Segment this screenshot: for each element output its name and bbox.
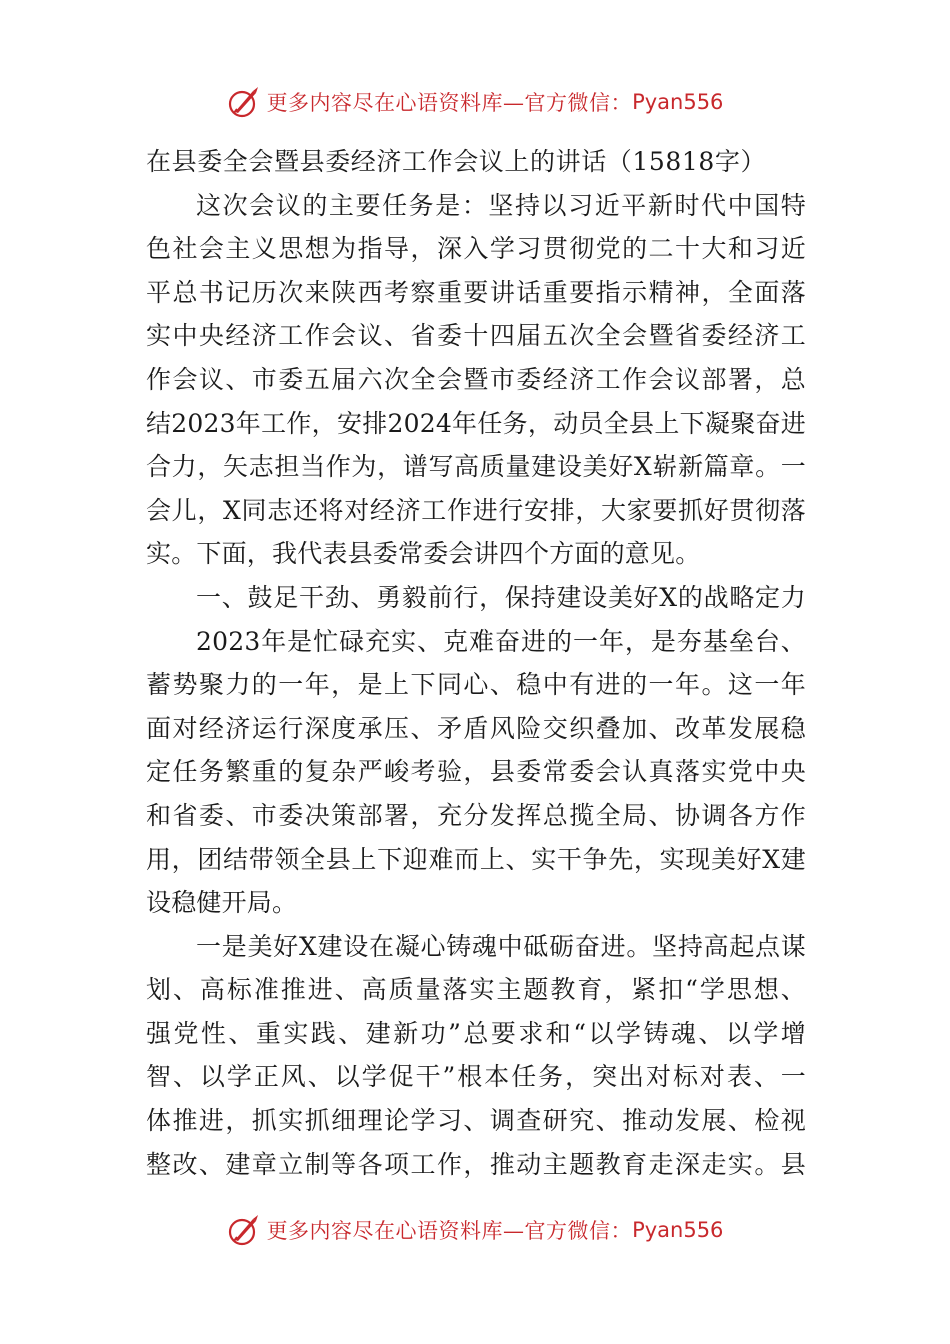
watermark-wechat-id: Pyan556 <box>632 90 724 114</box>
document-title: 在县委全会暨县委经济工作会议上的讲话（15818字） <box>146 147 767 176</box>
watermark-wechat-id: Pyan556 <box>632 1218 724 1242</box>
text-line: 一、鼓足干劲、勇毅前行，保持建设美好X的战略定力 <box>196 582 806 612</box>
text-line: 平总书记历次来陕西考察重要讲话重要指示精神，全面落 <box>146 277 806 307</box>
document-body <box>146 140 806 1186</box>
text-line: 设稳健开局。 <box>146 888 298 918</box>
text-line: 用，团结带领全县上下迎难而上、实干争先，实现美好X建 <box>146 844 806 874</box>
header-watermark <box>0 82 950 122</box>
text-line: 智、以学正风、以学促干”根本任务，突出对标对表、一 <box>146 1062 806 1092</box>
text-line: 作会议、市委五届六次全会暨市委经济工作会议部署，总 <box>146 364 806 394</box>
text-line: 这次会议的主要任务是：坚持以习近平新时代中国特 <box>196 190 806 220</box>
text-line: 定任务繁重的复杂严峻考验，县委常委会认真落实党中央 <box>146 757 806 787</box>
text-line: 一是美好X建设在凝心铸魂中砥砺奋进。坚持高起点谋 <box>196 931 806 961</box>
text-line: 2023年是忙碌充实、克难奋进的一年，是夯基垒台、 <box>196 626 806 656</box>
text-line: 合力，矢志担当作为，谱写高质量建设美好X崭新篇章。一 <box>146 452 806 482</box>
text-line: 划、高标准推进、高质量落实主题教育，紧扣“学思想、 <box>146 975 806 1005</box>
text-line: 体推进，抓实抓细理论学习、调查研究、推动发展、检视 <box>146 1106 806 1136</box>
quill-pen-circle-icon <box>227 1213 261 1247</box>
quill-pen-circle-icon <box>227 85 261 119</box>
text-line: 强党性、重实践、建新功”总要求和“以学铸魂、以学增 <box>146 1018 806 1048</box>
text-line: 实中央经济工作会议、省委十四届五次全会暨省委经济工 <box>146 321 806 351</box>
footer-watermark <box>0 1210 950 1250</box>
text-line: 色社会主义思想为指导，深入学习贯彻党的二十大和习近 <box>146 234 806 264</box>
text-line: 蓄势聚力的一年，是上下同心、稳中有进的一年。这一年 <box>146 670 806 700</box>
watermark-text: 更多内容尽在心语资料库—官方微信： <box>266 91 633 115</box>
text-line: 会儿，X同志还将对经济工作进行安排，大家要抓好贯彻落 <box>146 495 806 525</box>
text-line: 整改、建章立制等各项工作，推动主题教育走深走实。县 <box>146 1149 806 1179</box>
watermark-text: 更多内容尽在心语资料库—官方微信： <box>266 1219 633 1243</box>
text-line: 和省委、市委决策部署，充分发挥总揽全局、协调各方作 <box>146 800 806 830</box>
text-line: 结2023年工作，安排2024年任务，动员全县上下凝聚奋进 <box>146 408 806 438</box>
text-line: 面对经济运行深度承压、矛盾风险交织叠加、改革发展稳 <box>146 713 806 743</box>
text-line: 实。下面，我代表县委常委会讲四个方面的意见。 <box>146 539 701 569</box>
